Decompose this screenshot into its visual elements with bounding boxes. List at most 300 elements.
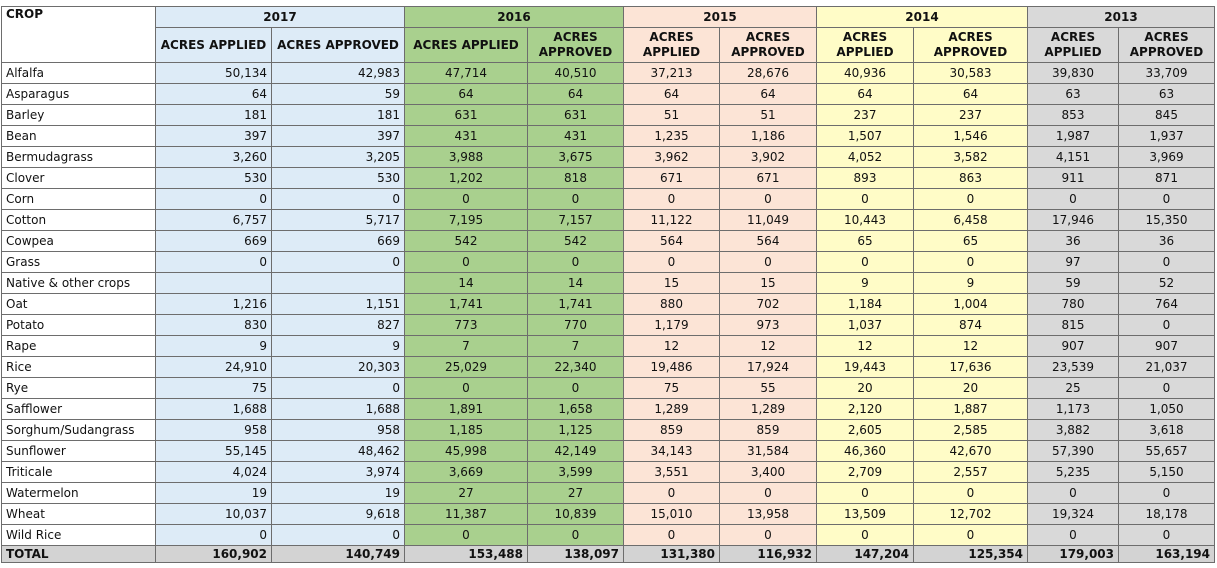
applied-2014-cell[interactable]: 147,204: [817, 546, 914, 563]
applied-2013-cell[interactable]: 907: [1028, 336, 1119, 357]
approved-2016-cell[interactable]: 631: [528, 105, 624, 126]
approved-2015-cell[interactable]: 15: [720, 273, 817, 294]
approved-2015-cell[interactable]: 859: [720, 420, 817, 441]
approved-2017-cell[interactable]: 9: [272, 336, 405, 357]
applied-2016-cell[interactable]: 14: [405, 273, 528, 294]
applied-2017-cell[interactable]: 64: [156, 84, 272, 105]
approved-2013-cell[interactable]: 15,350: [1119, 210, 1215, 231]
crop-name-cell[interactable]: Oat: [2, 294, 156, 315]
approved-2015-cell[interactable]: 671: [720, 168, 817, 189]
applied-2016-cell[interactable]: 631: [405, 105, 528, 126]
applied-2014-cell[interactable]: 64: [817, 84, 914, 105]
approved-2017-cell[interactable]: 0: [272, 378, 405, 399]
applied-2017-cell[interactable]: 3,260: [156, 147, 272, 168]
approved-2013-cell[interactable]: 52: [1119, 273, 1215, 294]
approved-2014-cell[interactable]: 125,354: [914, 546, 1028, 563]
approved-2017-cell[interactable]: 3,205: [272, 147, 405, 168]
approved-2016-cell[interactable]: 7,157: [528, 210, 624, 231]
applied-2016-cell[interactable]: 47,714: [405, 63, 528, 84]
applied-2014-cell[interactable]: 4,052: [817, 147, 914, 168]
applied-2013-cell[interactable]: 780: [1028, 294, 1119, 315]
applied-2017-cell[interactable]: 1,688: [156, 399, 272, 420]
approved-2013-cell[interactable]: 1,050: [1119, 399, 1215, 420]
applied-2013-cell[interactable]: 4,151: [1028, 147, 1119, 168]
applied-2017-cell[interactable]: [156, 273, 272, 294]
approved-2013-cell[interactable]: 871: [1119, 168, 1215, 189]
applied-2014-cell[interactable]: 0: [817, 189, 914, 210]
applied-2015-cell[interactable]: 1,179: [624, 315, 720, 336]
approved-2015-cell[interactable]: 51: [720, 105, 817, 126]
applied-2014-cell[interactable]: 13,509: [817, 504, 914, 525]
approved-2015-cell[interactable]: 116,932: [720, 546, 817, 563]
applied-2013-cell[interactable]: 59: [1028, 273, 1119, 294]
year-header-2016[interactable]: 2016: [405, 7, 624, 28]
crop-name-cell[interactable]: Rice: [2, 357, 156, 378]
applied-2017-cell[interactable]: 181: [156, 105, 272, 126]
approved-header-2015[interactable]: ACRES APPROVED: [720, 28, 817, 63]
table-row: [2, 315, 1215, 336]
applied-2014-cell[interactable]: 12: [817, 336, 914, 357]
approved-2015-cell[interactable]: 55: [720, 378, 817, 399]
applied-2014-cell[interactable]: 2,709: [817, 462, 914, 483]
crop-name-cell[interactable]: Cowpea: [2, 231, 156, 252]
applied-2013-cell[interactable]: 0: [1028, 189, 1119, 210]
applied-2015-cell[interactable]: 0: [624, 483, 720, 504]
crop-name-cell[interactable]: Clover: [2, 168, 156, 189]
approved-2013-cell[interactable]: 845: [1119, 105, 1215, 126]
approved-2014-cell[interactable]: 12: [914, 336, 1028, 357]
approved-2016-cell[interactable]: 40,510: [528, 63, 624, 84]
applied-2016-cell[interactable]: 25,029: [405, 357, 528, 378]
applied-2013-cell[interactable]: 3,882: [1028, 420, 1119, 441]
approved-2014-cell[interactable]: 2,585: [914, 420, 1028, 441]
approved-2017-cell[interactable]: 9,618: [272, 504, 405, 525]
applied-header-2014[interactable]: ACRES APPLIED: [817, 28, 914, 63]
approved-2016-cell[interactable]: 3,675: [528, 147, 624, 168]
approved-2016-cell[interactable]: 770: [528, 315, 624, 336]
approved-2017-cell[interactable]: 958: [272, 420, 405, 441]
approved-2017-cell[interactable]: 827: [272, 315, 405, 336]
applied-2015-cell[interactable]: 37,213: [624, 63, 720, 84]
applied-2016-cell[interactable]: 153,488: [405, 546, 528, 563]
approved-2013-cell[interactable]: 33,709: [1119, 63, 1215, 84]
applied-2017-cell[interactable]: 9: [156, 336, 272, 357]
table-row: [2, 504, 1215, 525]
applied-2015-cell[interactable]: 671: [624, 168, 720, 189]
applied-2015-cell[interactable]: 15,010: [624, 504, 720, 525]
applied-2016-cell[interactable]: 45,998: [405, 441, 528, 462]
applied-2014-cell[interactable]: 1,184: [817, 294, 914, 315]
approved-2014-cell[interactable]: 2,557: [914, 462, 1028, 483]
applied-2016-cell[interactable]: 1,891: [405, 399, 528, 420]
applied-2013-cell[interactable]: 179,003: [1028, 546, 1119, 563]
table-row: [2, 273, 1215, 294]
applied-2016-cell[interactable]: 431: [405, 126, 528, 147]
crop-name-cell[interactable]: Rape: [2, 336, 156, 357]
applied-2013-cell[interactable]: 911: [1028, 168, 1119, 189]
year-header-2013[interactable]: 2013: [1028, 7, 1215, 28]
table-row: [2, 378, 1215, 399]
applied-2015-cell[interactable]: 880: [624, 294, 720, 315]
applied-2014-cell[interactable]: 46,360: [817, 441, 914, 462]
approved-2016-cell[interactable]: 431: [528, 126, 624, 147]
approved-2014-cell[interactable]: 1,887: [914, 399, 1028, 420]
applied-2017-cell[interactable]: 0: [156, 525, 272, 546]
applied-2016-cell[interactable]: 7,195: [405, 210, 528, 231]
applied-2016-cell[interactable]: 1,741: [405, 294, 528, 315]
approved-2015-cell[interactable]: 0: [720, 525, 817, 546]
applied-2015-cell[interactable]: 3,962: [624, 147, 720, 168]
applied-2016-cell[interactable]: 773: [405, 315, 528, 336]
approved-2015-cell[interactable]: 564: [720, 231, 817, 252]
approved-2013-cell[interactable]: 0: [1119, 315, 1215, 336]
approved-2014-cell[interactable]: 0: [914, 525, 1028, 546]
applied-2014-cell[interactable]: 9: [817, 273, 914, 294]
crop-name-cell[interactable]: Grass: [2, 252, 156, 273]
applied-2015-cell[interactable]: 1,289: [624, 399, 720, 420]
applied-2015-cell[interactable]: 12: [624, 336, 720, 357]
applied-2014-cell[interactable]: 0: [817, 252, 914, 273]
approved-2015-cell[interactable]: 0: [720, 252, 817, 273]
approved-2015-cell[interactable]: 1,289: [720, 399, 817, 420]
applied-2015-cell[interactable]: 0: [624, 525, 720, 546]
applied-2015-cell[interactable]: 0: [624, 189, 720, 210]
approved-2016-cell[interactable]: 138,097: [528, 546, 624, 563]
applied-2013-cell[interactable]: 853: [1028, 105, 1119, 126]
applied-2017-cell[interactable]: 397: [156, 126, 272, 147]
applied-2013-cell[interactable]: 815: [1028, 315, 1119, 336]
crop-name-cell[interactable]: Barley: [2, 105, 156, 126]
approved-2017-cell[interactable]: 140,749: [272, 546, 405, 563]
approved-2014-cell[interactable]: 9: [914, 273, 1028, 294]
applied-2015-cell[interactable]: 131,380: [624, 546, 720, 563]
year-header-2014[interactable]: 2014: [817, 7, 1028, 28]
approved-2015-cell[interactable]: 64: [720, 84, 817, 105]
applied-2017-cell[interactable]: 958: [156, 420, 272, 441]
applied-2014-cell[interactable]: 40,936: [817, 63, 914, 84]
applied-2013-cell[interactable]: 97: [1028, 252, 1119, 273]
applied-2017-cell[interactable]: 19: [156, 483, 272, 504]
approved-2014-cell[interactable]: 12,702: [914, 504, 1028, 525]
crop-name-cell[interactable]: Rye: [2, 378, 156, 399]
crop-name-cell[interactable]: Cotton: [2, 210, 156, 231]
applied-2017-cell[interactable]: 1,216: [156, 294, 272, 315]
approved-2015-cell[interactable]: 3,400: [720, 462, 817, 483]
approved-2016-cell[interactable]: 0: [528, 378, 624, 399]
applied-2015-cell[interactable]: 859: [624, 420, 720, 441]
table-row: [2, 483, 1215, 504]
table-row: [2, 231, 1215, 252]
approved-2015-cell[interactable]: 0: [720, 189, 817, 210]
crop-acreage-table: [1, 6, 1215, 563]
applied-2016-cell[interactable]: 64: [405, 84, 528, 105]
applied-2014-cell[interactable]: 1,037: [817, 315, 914, 336]
applied-2014-cell[interactable]: 20: [817, 378, 914, 399]
crop-name-cell[interactable]: Sorghum/Sudangrass: [2, 420, 156, 441]
crop-name-cell[interactable]: Potato: [2, 315, 156, 336]
applied-2017-cell[interactable]: 0: [156, 189, 272, 210]
approved-2015-cell[interactable]: 702: [720, 294, 817, 315]
applied-2016-cell[interactable]: 0: [405, 189, 528, 210]
approved-2016-cell[interactable]: 1,658: [528, 399, 624, 420]
approved-2014-cell[interactable]: 30,583: [914, 63, 1028, 84]
approved-2014-cell[interactable]: 874: [914, 315, 1028, 336]
approved-2017-cell[interactable]: 397: [272, 126, 405, 147]
applied-2015-cell[interactable]: 75: [624, 378, 720, 399]
applied-2013-cell[interactable]: 36: [1028, 231, 1119, 252]
approved-2014-cell[interactable]: 17,636: [914, 357, 1028, 378]
applied-2016-cell[interactable]: 0: [405, 252, 528, 273]
approved-2014-cell[interactable]: 0: [914, 189, 1028, 210]
approved-2015-cell[interactable]: 973: [720, 315, 817, 336]
approved-2017-cell[interactable]: 42,983: [272, 63, 405, 84]
approved-2016-cell[interactable]: 1,125: [528, 420, 624, 441]
table-row: [2, 462, 1215, 483]
approved-2013-cell[interactable]: 63: [1119, 84, 1215, 105]
approved-2017-cell[interactable]: 5,717: [272, 210, 405, 231]
applied-2014-cell[interactable]: 0: [817, 525, 914, 546]
applied-2015-cell[interactable]: 64: [624, 84, 720, 105]
table-body: [2, 63, 1215, 563]
applied-2017-cell[interactable]: 530: [156, 168, 272, 189]
approved-2016-cell[interactable]: 22,340: [528, 357, 624, 378]
crop-name-cell[interactable]: Triticale: [2, 462, 156, 483]
approved-2013-cell[interactable]: 764: [1119, 294, 1215, 315]
applied-2017-cell[interactable]: 4,024: [156, 462, 272, 483]
applied-2015-cell[interactable]: 11,122: [624, 210, 720, 231]
crop-name-cell[interactable]: Alfalfa: [2, 63, 156, 84]
crop-name-cell[interactable]: Asparagus: [2, 84, 156, 105]
applied-2016-cell[interactable]: 3,669: [405, 462, 528, 483]
approved-header-2013[interactable]: ACRES APPROVED: [1119, 28, 1215, 63]
approved-2013-cell[interactable]: 18,178: [1119, 504, 1215, 525]
approved-2014-cell[interactable]: 3,582: [914, 147, 1028, 168]
approved-2015-cell[interactable]: 12: [720, 336, 817, 357]
applied-2016-cell[interactable]: 3,988: [405, 147, 528, 168]
applied-2017-cell[interactable]: 160,902: [156, 546, 272, 563]
applied-2014-cell[interactable]: 65: [817, 231, 914, 252]
crop-name-cell[interactable]: Wheat: [2, 504, 156, 525]
approved-header-2014[interactable]: ACRES APPROVED: [914, 28, 1028, 63]
applied-2015-cell[interactable]: 1,235: [624, 126, 720, 147]
applied-2013-cell[interactable]: 39,830: [1028, 63, 1119, 84]
year-header-2017[interactable]: 2017: [156, 7, 405, 28]
approved-2017-cell[interactable]: 1,151: [272, 294, 405, 315]
approved-2016-cell[interactable]: 542: [528, 231, 624, 252]
applied-2013-cell[interactable]: 17,946: [1028, 210, 1119, 231]
year-header-row: [2, 7, 1215, 28]
approved-2016-cell[interactable]: 1,741: [528, 294, 624, 315]
approved-2013-cell[interactable]: 55,657: [1119, 441, 1215, 462]
approved-2014-cell[interactable]: 65: [914, 231, 1028, 252]
approved-2017-cell[interactable]: 181: [272, 105, 405, 126]
approved-2013-cell[interactable]: 0: [1119, 525, 1215, 546]
approved-2016-cell[interactable]: 818: [528, 168, 624, 189]
approved-2015-cell[interactable]: 28,676: [720, 63, 817, 84]
approved-2016-cell[interactable]: 14: [528, 273, 624, 294]
applied-2016-cell[interactable]: 27: [405, 483, 528, 504]
applied-2013-cell[interactable]: 0: [1028, 525, 1119, 546]
approved-2015-cell[interactable]: 17,924: [720, 357, 817, 378]
approved-2014-cell[interactable]: 237: [914, 105, 1028, 126]
approved-2017-cell[interactable]: 0: [272, 252, 405, 273]
applied-2014-cell[interactable]: 2,605: [817, 420, 914, 441]
approved-2014-cell[interactable]: 20: [914, 378, 1028, 399]
approved-2016-cell[interactable]: 42,149: [528, 441, 624, 462]
applied-2017-cell[interactable]: 24,910: [156, 357, 272, 378]
approved-2014-cell[interactable]: 1,004: [914, 294, 1028, 315]
table-row: [2, 105, 1215, 126]
applied-2014-cell[interactable]: 1,507: [817, 126, 914, 147]
applied-header-2016[interactable]: ACRES APPLIED: [405, 28, 528, 63]
applied-2016-cell[interactable]: 1,185: [405, 420, 528, 441]
crop-column-header[interactable]: CROP: [2, 7, 156, 63]
applied-2015-cell[interactable]: 19,486: [624, 357, 720, 378]
crop-name-cell[interactable]: Wild Rice: [2, 525, 156, 546]
applied-2014-cell[interactable]: 893: [817, 168, 914, 189]
approved-2013-cell[interactable]: 1,937: [1119, 126, 1215, 147]
approved-2013-cell[interactable]: 3,618: [1119, 420, 1215, 441]
approved-2017-cell[interactable]: 20,303: [272, 357, 405, 378]
approved-2015-cell[interactable]: 1,186: [720, 126, 817, 147]
approved-2015-cell[interactable]: 31,584: [720, 441, 817, 462]
applied-2017-cell[interactable]: 6,757: [156, 210, 272, 231]
approved-2013-cell[interactable]: 21,037: [1119, 357, 1215, 378]
crop-name-cell[interactable]: Sunflower: [2, 441, 156, 462]
applied-2015-cell[interactable]: 0: [624, 252, 720, 273]
table-row: [2, 63, 1215, 84]
approved-2014-cell[interactable]: 6,458: [914, 210, 1028, 231]
approved-2016-cell[interactable]: 27: [528, 483, 624, 504]
applied-2017-cell[interactable]: 75: [156, 378, 272, 399]
applied-2017-cell[interactable]: 55,145: [156, 441, 272, 462]
approved-2015-cell[interactable]: 11,049: [720, 210, 817, 231]
approved-2013-cell[interactable]: 907: [1119, 336, 1215, 357]
applied-2017-cell[interactable]: 50,134: [156, 63, 272, 84]
applied-2013-cell[interactable]: 1,987: [1028, 126, 1119, 147]
approved-2014-cell[interactable]: 0: [914, 252, 1028, 273]
approved-2015-cell[interactable]: 0: [720, 483, 817, 504]
approved-2017-cell[interactable]: 669: [272, 231, 405, 252]
applied-2014-cell[interactable]: 0: [817, 483, 914, 504]
applied-2013-cell[interactable]: 0: [1028, 483, 1119, 504]
approved-2017-cell[interactable]: 0: [272, 189, 405, 210]
applied-2015-cell[interactable]: 3,551: [624, 462, 720, 483]
applied-2015-cell[interactable]: 564: [624, 231, 720, 252]
approved-2013-cell[interactable]: 0: [1119, 483, 1215, 504]
applied-2014-cell[interactable]: 2,120: [817, 399, 914, 420]
approved-2017-cell[interactable]: 59: [272, 84, 405, 105]
applied-2013-cell[interactable]: 19,324: [1028, 504, 1119, 525]
approved-2013-cell[interactable]: 0: [1119, 378, 1215, 399]
applied-2013-cell[interactable]: 5,235: [1028, 462, 1119, 483]
applied-2013-cell[interactable]: 57,390: [1028, 441, 1119, 462]
applied-2013-cell[interactable]: 1,173: [1028, 399, 1119, 420]
approved-header-2016[interactable]: ACRES APPROVED: [528, 28, 624, 63]
applied-2016-cell[interactable]: 1,202: [405, 168, 528, 189]
crop-name-cell[interactable]: Native & other crops: [2, 273, 156, 294]
approved-2014-cell[interactable]: 863: [914, 168, 1028, 189]
applied-2014-cell[interactable]: 237: [817, 105, 914, 126]
approved-2016-cell[interactable]: 0: [528, 189, 624, 210]
applied-2013-cell[interactable]: 63: [1028, 84, 1119, 105]
approved-2017-cell[interactable]: 3,974: [272, 462, 405, 483]
approved-2017-cell[interactable]: 0: [272, 525, 405, 546]
approved-2015-cell[interactable]: 13,958: [720, 504, 817, 525]
approved-header-2017[interactable]: ACRES APPROVED: [272, 28, 405, 63]
approved-2016-cell[interactable]: 10,839: [528, 504, 624, 525]
applied-2017-cell[interactable]: 830: [156, 315, 272, 336]
applied-2014-cell[interactable]: 19,443: [817, 357, 914, 378]
table-row: [2, 441, 1215, 462]
approved-2013-cell[interactable]: 0: [1119, 189, 1215, 210]
table-row: [2, 336, 1215, 357]
table-row: [2, 399, 1215, 420]
table-row: [2, 84, 1215, 105]
approved-2016-cell[interactable]: 0: [528, 252, 624, 273]
approved-2017-cell[interactable]: [272, 273, 405, 294]
applied-header-2013[interactable]: ACRES APPLIED: [1028, 28, 1119, 63]
approved-2013-cell[interactable]: 36: [1119, 231, 1215, 252]
crop-name-cell[interactable]: Bean: [2, 126, 156, 147]
applied-header-2015[interactable]: ACRES APPLIED: [624, 28, 720, 63]
applied-2013-cell[interactable]: 25: [1028, 378, 1119, 399]
applied-2015-cell[interactable]: 15: [624, 273, 720, 294]
approved-2013-cell[interactable]: 0: [1119, 252, 1215, 273]
approved-2017-cell[interactable]: 19: [272, 483, 405, 504]
applied-2016-cell[interactable]: 0: [405, 525, 528, 546]
approved-2013-cell[interactable]: 5,150: [1119, 462, 1215, 483]
crop-name-cell[interactable]: TOTAL: [2, 546, 156, 563]
applied-2017-cell[interactable]: 10,037: [156, 504, 272, 525]
approved-2017-cell[interactable]: 48,462: [272, 441, 405, 462]
approved-2013-cell[interactable]: 3,969: [1119, 147, 1215, 168]
approved-2014-cell[interactable]: 0: [914, 483, 1028, 504]
applied-2017-cell[interactable]: 669: [156, 231, 272, 252]
approved-2014-cell[interactable]: 42,670: [914, 441, 1028, 462]
crop-name-cell[interactable]: Bermudagrass: [2, 147, 156, 168]
approved-2016-cell[interactable]: 7: [528, 336, 624, 357]
table-row: [2, 210, 1215, 231]
table-row: [2, 252, 1215, 273]
applied-2015-cell[interactable]: 51: [624, 105, 720, 126]
year-header-2015[interactable]: 2015: [624, 7, 817, 28]
approved-2014-cell[interactable]: 1,546: [914, 126, 1028, 147]
approved-2015-cell[interactable]: 3,902: [720, 147, 817, 168]
applied-2014-cell[interactable]: 10,443: [817, 210, 914, 231]
approved-2017-cell[interactable]: 1,688: [272, 399, 405, 420]
approved-2014-cell[interactable]: 64: [914, 84, 1028, 105]
table-row: [2, 357, 1215, 378]
approved-2016-cell[interactable]: 64: [528, 84, 624, 105]
applied-2013-cell[interactable]: 23,539: [1028, 357, 1119, 378]
approved-2016-cell[interactable]: 0: [528, 525, 624, 546]
applied-2015-cell[interactable]: 34,143: [624, 441, 720, 462]
table-row: [2, 168, 1215, 189]
approved-2016-cell[interactable]: 3,599: [528, 462, 624, 483]
crop-name-cell[interactable]: Corn: [2, 189, 156, 210]
applied-2016-cell[interactable]: 542: [405, 231, 528, 252]
crop-name-cell[interactable]: Watermelon: [2, 483, 156, 504]
applied-2016-cell[interactable]: 0: [405, 378, 528, 399]
approved-2017-cell[interactable]: 530: [272, 168, 405, 189]
applied-2016-cell[interactable]: 11,387: [405, 504, 528, 525]
crop-name-cell[interactable]: Safflower: [2, 399, 156, 420]
applied-header-2017[interactable]: ACRES APPLIED: [156, 28, 272, 63]
applied-2017-cell[interactable]: 0: [156, 252, 272, 273]
approved-2013-cell[interactable]: 163,194: [1119, 546, 1215, 563]
applied-2016-cell[interactable]: 7: [405, 336, 528, 357]
